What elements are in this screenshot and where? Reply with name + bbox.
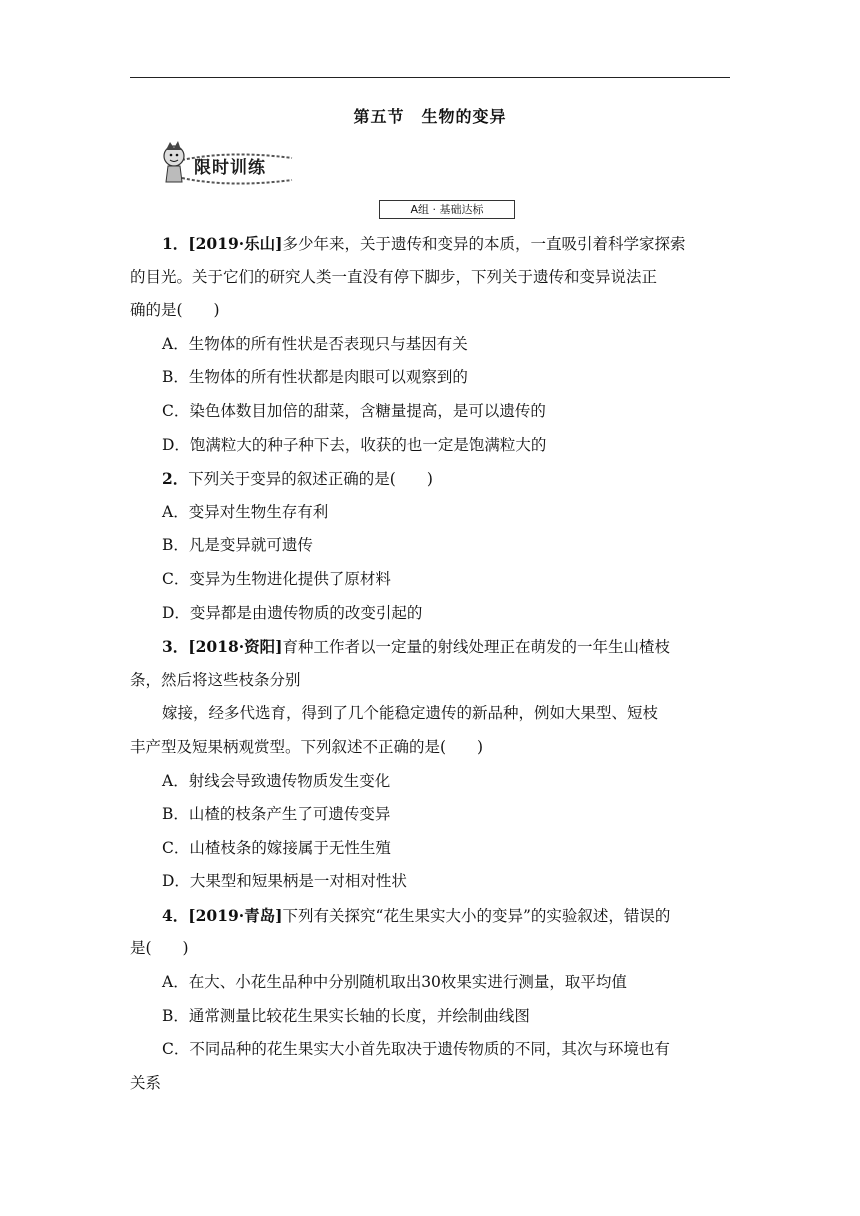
option: D．饱满粒大的种子种下去，收获的也一定是饱满粒大的: [162, 435, 547, 454]
option: A．在大、小花生品种中分别随机取出30枚果实进行测量，取平均值: [162, 973, 627, 992]
group-tag: A组 · 基础达标: [379, 200, 515, 219]
option: D．变异都是由遗传物质的改变引起的: [162, 603, 423, 622]
question-stem: 1．[2019·乐山]多少年来，关于遗传和变异的本质，一直吸引着科学家探索: [162, 234, 686, 253]
option: B．通常测量比较花生果实长轴的长度，并绘制曲线图: [162, 1006, 530, 1025]
page-title: 第五节 生物的变异: [353, 107, 507, 126]
option: C．不同品种的花生果实大小首先取决于遗传物质的不同，其次与环境也有: [162, 1040, 670, 1059]
question-stem-line: 丰产型及短果柄观赏型。下列叙述不正确的是( ): [130, 737, 484, 756]
option: A．生物体的所有性状是否表现只与基因有关: [162, 334, 468, 353]
question-stem: 4．[2019·青岛]下列有关探究“花生果实大小的变异”的实验叙述，错误的: [162, 905, 671, 925]
question-stem: 2．下列关于变异的叙述正确的是( ): [162, 469, 433, 489]
option: B．山楂的枝条产生了可遗传变异: [162, 805, 391, 824]
timed-practice-banner: [160, 138, 296, 190]
option: B．生物体的所有性状都是肉眼可以观察到的: [162, 368, 468, 387]
question-stem-line: 嫁接，经多代选育，得到了几个能稳定遗传的新品种，例如大果型、短枝: [162, 704, 659, 723]
option: C．染色体数目加倍的甜菜，含糖量提高，是可以遗传的: [162, 401, 546, 420]
header-rule: [130, 77, 730, 78]
question-stem: 3．[2018·资阳]育种工作者以一定量的射线处理正在萌发的一年生山楂枝: [162, 637, 671, 657]
option: A．射线会导致遗传物质发生变化: [162, 771, 391, 790]
option-continuation: 关系: [130, 1073, 162, 1092]
option: B．凡是变异就可遗传: [162, 536, 313, 555]
option: C．山楂枝条的嫁接属于无性生殖: [162, 838, 391, 857]
question-stem-line: 的目光。关于它们的研究人类一直没有停下脚步，下列关于遗传和变异说法正: [130, 267, 658, 286]
question-stem-line: 条，然后将这些枝条分别: [130, 670, 301, 689]
question-stem-line: 确的是( ): [130, 301, 220, 320]
option: A．变异对生物生存有利: [162, 502, 329, 521]
option: C．变异为生物进化提供了原材料: [162, 569, 391, 588]
banner-label: 限时训练: [194, 158, 266, 178]
question-list: [130, 227, 736, 1100]
option: D．大果型和短果柄是一对相对性状: [162, 872, 407, 891]
question-stem-line: 是( ): [130, 939, 189, 958]
